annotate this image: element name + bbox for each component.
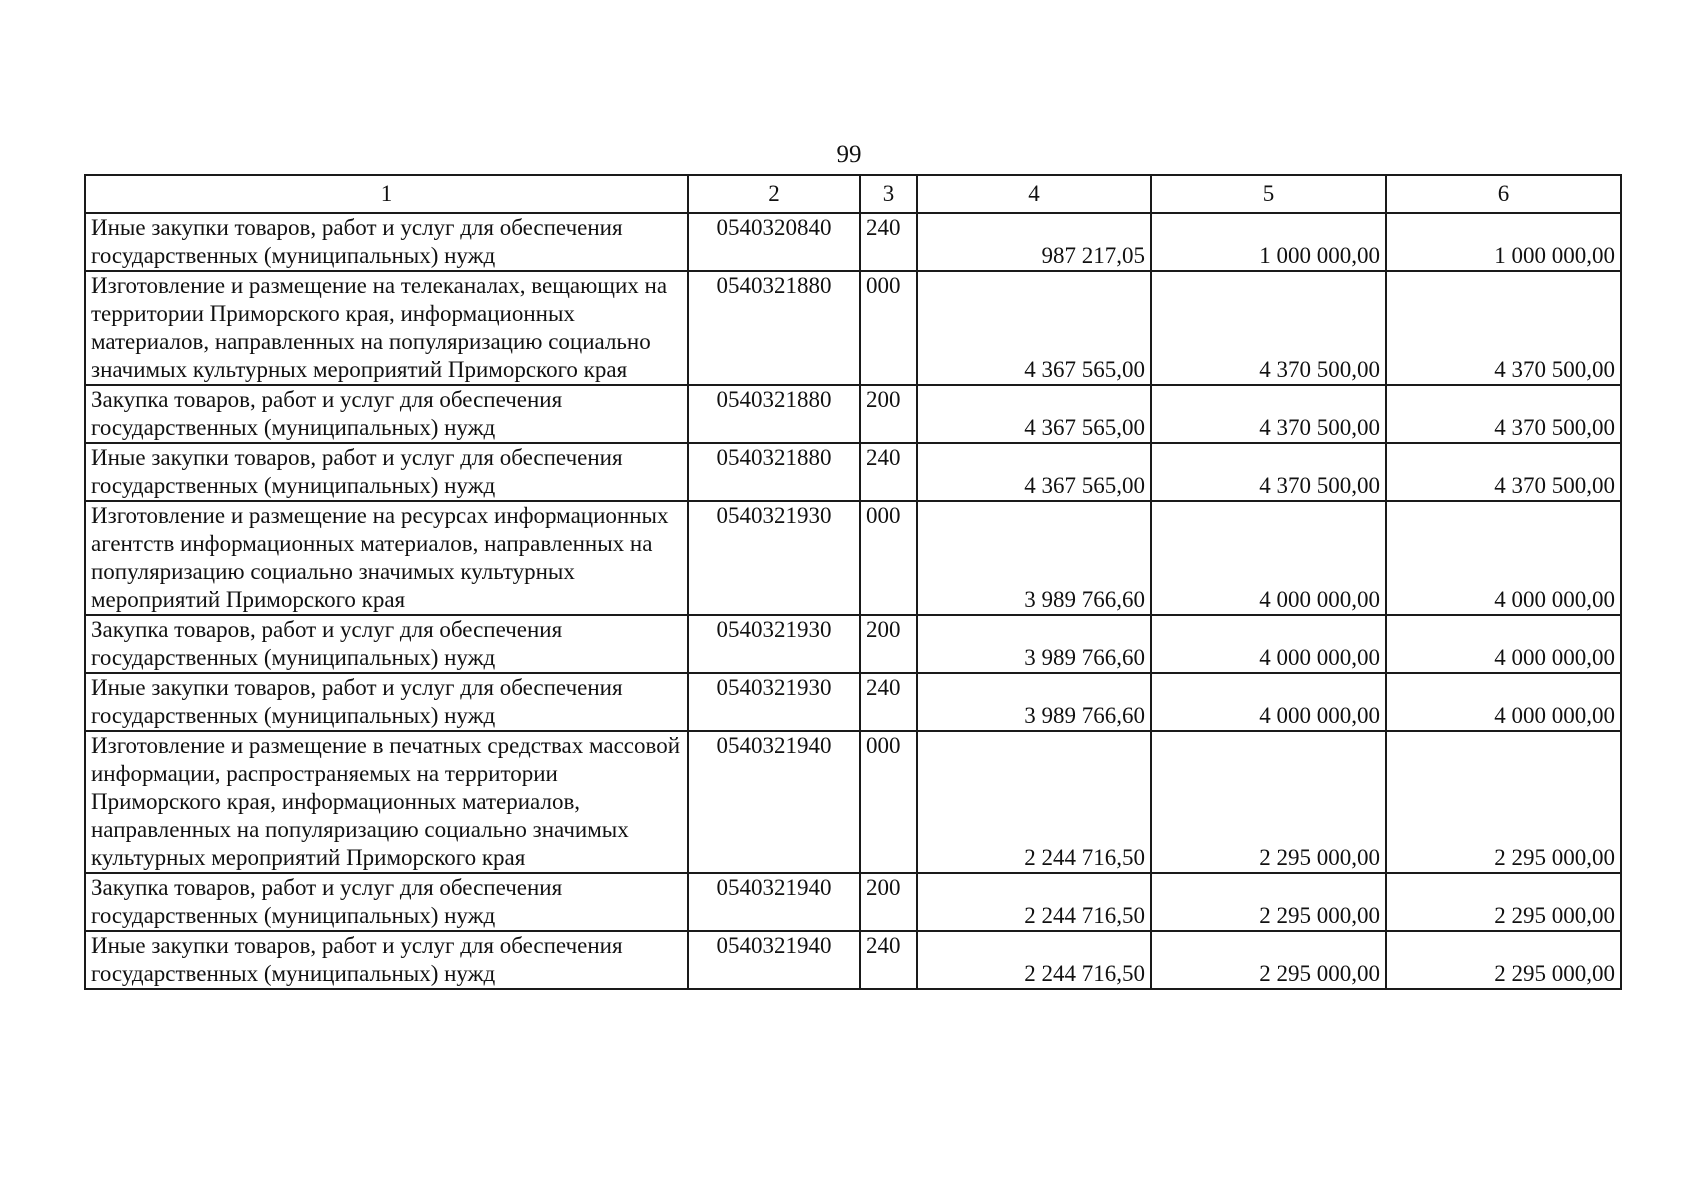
row-target-code: 0540321930: [688, 673, 860, 731]
row-expense-type: 240: [860, 673, 917, 731]
row-amount-col5: 2 295 000,00: [1151, 731, 1386, 873]
row-amount-col6: 2 295 000,00: [1386, 931, 1621, 989]
row-amount-col6: 4 000 000,00: [1386, 673, 1621, 731]
row-expense-type: 000: [860, 271, 917, 385]
row-target-code: 0540321940: [688, 931, 860, 989]
row-expense-type: 240: [860, 213, 917, 271]
row-amount-col6: 2 295 000,00: [1386, 873, 1621, 931]
budget-table: [84, 174, 1622, 990]
column-header-1: 1: [85, 175, 688, 213]
row-target-code: 0540320840: [688, 213, 860, 271]
table-row: [85, 501, 1621, 615]
table-row: [85, 443, 1621, 501]
row-amount-col5: 4 000 000,00: [1151, 673, 1386, 731]
row-expense-type: 000: [860, 501, 917, 615]
row-name: Иные закупки товаров, работ и услуг для обеспечения государственных (муниципальных) нужд: [85, 931, 688, 989]
table-row: [85, 271, 1621, 385]
row-target-code: 0540321930: [688, 501, 860, 615]
row-amount-col5: 4 370 500,00: [1151, 271, 1386, 385]
column-header-4: 4: [917, 175, 1151, 213]
row-expense-type: 240: [860, 931, 917, 989]
table-row: [85, 385, 1621, 443]
row-amount-col6: 4 000 000,00: [1386, 501, 1621, 615]
column-header-6: 6: [1386, 175, 1621, 213]
row-amount-col5: 4 000 000,00: [1151, 615, 1386, 673]
row-target-code: 0540321880: [688, 443, 860, 501]
row-name: Изготовление и размещение на телеканалах, вещающих на территории Приморского края, информационных материалов, направленных на популяризацию социально значимых культурных мероприятий Приморского края: [85, 271, 688, 385]
row-name: Иные закупки товаров, работ и услуг для обеспечения государственных (муниципальных) нужд: [85, 443, 688, 501]
column-header-3: 3: [860, 175, 917, 213]
column-number-row: [85, 175, 1621, 213]
row-amount-col4: 3 989 766,60: [917, 673, 1151, 731]
row-amount-col4: 4 367 565,00: [917, 443, 1151, 501]
row-name: Закупка товаров, работ и услуг для обеспечения государственных (муниципальных) нужд: [85, 873, 688, 931]
row-expense-type: 200: [860, 873, 917, 931]
row-amount-col6: 2 295 000,00: [1386, 731, 1621, 873]
row-name: Закупка товаров, работ и услуг для обеспечения государственных (муниципальных) нужд: [85, 385, 688, 443]
row-amount-col4: 4 367 565,00: [917, 271, 1151, 385]
table-row: [85, 615, 1621, 673]
row-amount-col4: 987 217,05: [917, 213, 1151, 271]
row-name: Иные закупки товаров, работ и услуг для обеспечения государственных (муниципальных) нужд: [85, 673, 688, 731]
row-name: Закупка товаров, работ и услуг для обеспечения государственных (муниципальных) нужд: [85, 615, 688, 673]
row-amount-col4: 3 989 766,60: [917, 615, 1151, 673]
row-amount-col6: 1 000 000,00: [1386, 213, 1621, 271]
row-name: Изготовление и размещение на ресурсах информационных агентств информационных материалов, направленных на популяризацию социально значимых культурных мероприятий Приморского края: [85, 501, 688, 615]
row-expense-type: 000: [860, 731, 917, 873]
row-target-code: 0540321940: [688, 873, 860, 931]
row-target-code: 0540321880: [688, 385, 860, 443]
row-target-code: 0540321880: [688, 271, 860, 385]
column-header-5: 5: [1151, 175, 1386, 213]
row-amount-col4: 3 989 766,60: [917, 501, 1151, 615]
row-amount-col5: 1 000 000,00: [1151, 213, 1386, 271]
row-name: Иные закупки товаров, работ и услуг для обеспечения государственных (муниципальных) нужд: [85, 213, 688, 271]
table-row: [85, 213, 1621, 271]
column-header-2: 2: [688, 175, 860, 213]
row-expense-type: 200: [860, 385, 917, 443]
table-row: [85, 931, 1621, 989]
row-amount-col4: 4 367 565,00: [917, 385, 1151, 443]
table-row: [85, 673, 1621, 731]
row-amount-col5: 4 370 500,00: [1151, 443, 1386, 501]
row-amount-col5: 4 370 500,00: [1151, 385, 1386, 443]
table-row: [85, 731, 1621, 873]
row-amount-col6: 4 370 500,00: [1386, 271, 1621, 385]
row-target-code: 0540321940: [688, 731, 860, 873]
row-amount-col4: 2 244 716,50: [917, 731, 1151, 873]
row-amount-col5: 4 000 000,00: [1151, 501, 1386, 615]
row-amount-col5: 2 295 000,00: [1151, 873, 1386, 931]
row-expense-type: 200: [860, 615, 917, 673]
row-amount-col6: 4 370 500,00: [1386, 443, 1621, 501]
row-target-code: 0540321930: [688, 615, 860, 673]
row-amount-col5: 2 295 000,00: [1151, 931, 1386, 989]
row-expense-type: 240: [860, 443, 917, 501]
page-number: 99: [836, 141, 862, 168]
row-amount-col4: 2 244 716,50: [917, 931, 1151, 989]
row-name: Изготовление и размещение в печатных средствах массовой информации, распространяемых на территории Приморского края, информационных материалов, направленных на популяризацию социально значимых культурных мероприятий Приморского края: [85, 731, 688, 873]
row-amount-col4: 2 244 716,50: [917, 873, 1151, 931]
table-row: [85, 873, 1621, 931]
row-amount-col6: 4 000 000,00: [1386, 615, 1621, 673]
row-amount-col6: 4 370 500,00: [1386, 385, 1621, 443]
